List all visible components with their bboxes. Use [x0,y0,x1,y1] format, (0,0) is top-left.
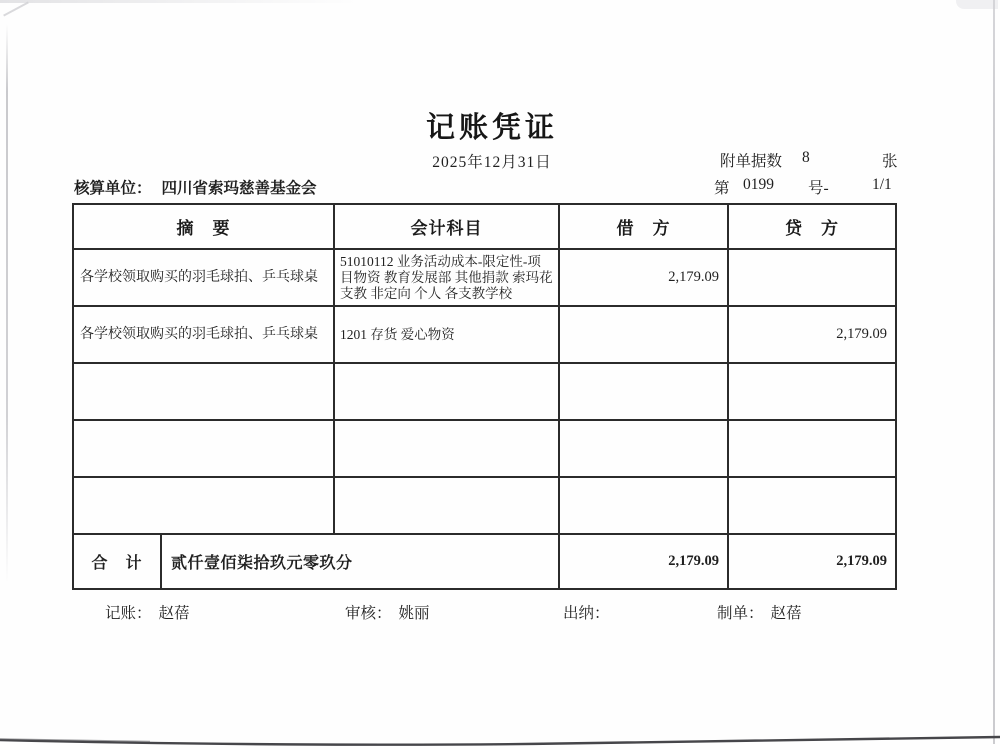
account-cell [334,477,559,534]
account-column-header: 会计科目 [334,204,559,249]
voucher-table [72,203,897,590]
credit-cell [728,249,896,306]
account-cell: 1201 存货 爱心物资 [334,306,559,363]
total-label-cell: 合 计 [73,534,161,589]
debit-cell [559,306,728,363]
preparer-label: 制单： [717,605,764,622]
footer-signatures [0,601,1000,625]
preparer-signature [717,601,802,623]
summary-cell [73,363,334,420]
total-row [73,534,896,589]
bookkeeper-signature [105,601,190,623]
table-row [73,249,896,306]
table-row [73,363,896,420]
paper-right-edge-shadow [993,0,995,744]
debit-cell [559,420,728,477]
summary-cell: 各学校领取购买的羽毛球拍、乒乓球桌 [73,249,334,306]
table-row [73,420,896,477]
voucher-no-page: 1/1 [872,176,892,193]
credit-cell: 2,179.09 [728,306,896,363]
credit-column-header: 贷 方 [728,204,896,249]
scan-smudge-top-right-corner [956,0,998,9]
debit-cell [559,477,728,534]
account-cell [334,420,559,477]
summary-cell [73,420,334,477]
accounting-unit-value: 四川省索玛慈善基金会 [161,180,317,197]
credit-cell [728,363,896,420]
voucher-title: 记账凭证 [425,112,558,144]
total-credit-cell: 2,179.09 [728,534,896,589]
table-row [73,477,896,534]
summary-cell: 各学校领取购买的羽毛球拍、乒乓球桌 [73,306,334,363]
reviewer-label: 审核： [345,605,392,622]
cashier-label: 出纳： [563,605,610,622]
accounting-unit-label: 核算单位： [74,180,152,197]
table-row [73,306,896,363]
amount-in-words-cell: 贰仟壹佰柒拾玖元零玖分 [161,534,559,589]
account-cell [334,363,559,420]
preparer-value: 赵蓓 [770,605,802,622]
summary-column-header: 摘 要 [73,204,334,249]
attached-docs-unit: 张 [882,153,898,170]
voucher-no-number: 0199 [743,176,774,193]
accounting-unit-line [74,176,317,198]
account-cell: 51010112 业务活动成本-限定性-项目物资 教育发展部 其他捐款 索玛花支教 非定向 个人 各支教学校 [334,249,559,306]
scan-smudge-top-left-corner [3,2,29,17]
credit-cell [728,477,896,534]
paper-left-edge-shadow [6,24,8,584]
reviewer-signature [345,601,430,623]
attached-docs-label: 附单据数 [720,153,783,170]
debit-cell [559,363,728,420]
bookkeeper-label: 记账： [105,605,152,622]
scan-smudge-top-edge [0,0,360,3]
total-debit-cell: 2,179.09 [559,534,728,589]
summary-cell [73,477,334,534]
paper-bottom-edge-shadow [0,727,1000,750]
voucher-number-line [714,176,900,198]
attached-docs-line [714,149,900,171]
voucher-date: 2025年12月31日 [432,154,552,171]
table-header-row [73,204,896,249]
voucher-no-suffix: 号- [808,180,829,197]
bookkeeper-value: 赵蓓 [158,605,190,622]
attached-docs-count: 8 [802,149,810,166]
reviewer-value: 姚丽 [398,605,430,622]
credit-cell [728,420,896,477]
debit-column-header: 借 方 [559,204,728,249]
debit-cell: 2,179.09 [559,249,728,306]
cashier-signature [563,601,617,623]
voucher-no-prefix: 第 [714,180,730,197]
